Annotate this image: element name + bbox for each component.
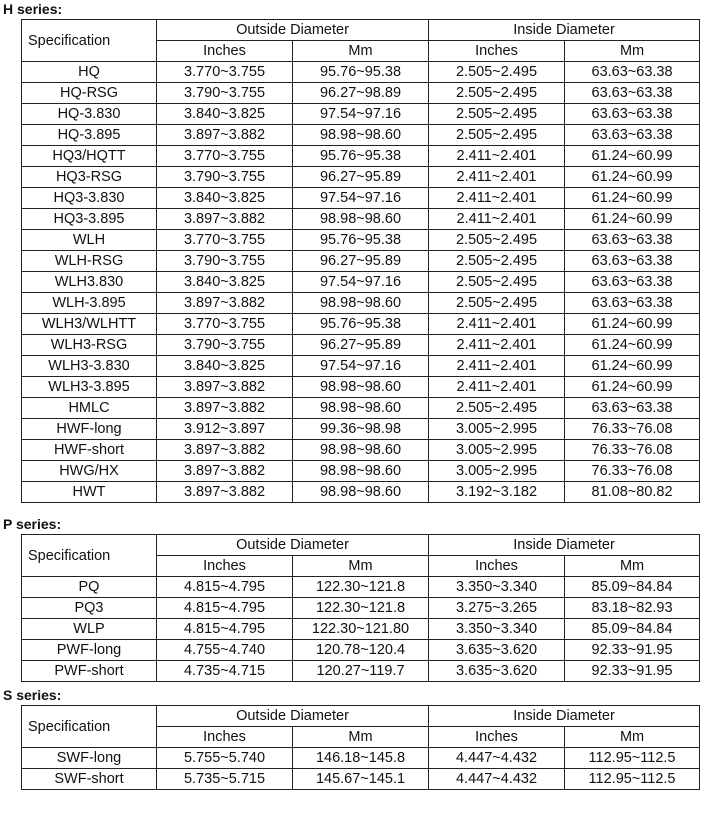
- outside-inches-cell: 3.840~3.825: [157, 272, 293, 293]
- outside-mm-header: Mm: [293, 41, 429, 62]
- inside-inches-cell: 3.635~3.620: [429, 661, 565, 682]
- table-row: [22, 419, 700, 440]
- inside-inches-cell: 3.275~3.265: [429, 598, 565, 619]
- inside-mm-cell: 63.63~63.38: [565, 83, 700, 104]
- outside-inches-cell: 3.790~3.755: [157, 251, 293, 272]
- inside-inches-cell: 4.447~4.432: [429, 769, 565, 790]
- table-row: [22, 482, 700, 503]
- inside-mm-cell: 81.08~80.82: [565, 482, 700, 503]
- spec-name-cell: HQ3-3.830: [22, 188, 157, 209]
- spec-name-cell: HMLC: [22, 398, 157, 419]
- outside-inches-cell: 3.840~3.825: [157, 356, 293, 377]
- table-row: [22, 293, 700, 314]
- table-row: [22, 461, 700, 482]
- outside-mm-cell: 95.76~95.38: [293, 314, 429, 335]
- outside-inches-cell: 3.770~3.755: [157, 314, 293, 335]
- header-row: [22, 706, 700, 727]
- outside-inches-cell: 3.912~3.897: [157, 419, 293, 440]
- inside-inches-cell: 2.505~2.495: [429, 398, 565, 419]
- inside-inches-cell: 2.411~2.401: [429, 146, 565, 167]
- table-row: [22, 167, 700, 188]
- outside-mm-cell: 122.30~121.8: [293, 577, 429, 598]
- spec-name-cell: PWF-short: [22, 661, 157, 682]
- spec-name-cell: WLH: [22, 230, 157, 251]
- outside-mm-cell: 145.67~145.1: [293, 769, 429, 790]
- outside-inches-cell: 3.897~3.882: [157, 482, 293, 503]
- table-row: [22, 577, 700, 598]
- outside-inches-cell: 4.815~4.795: [157, 598, 293, 619]
- table-row: [22, 62, 700, 83]
- spec-name-cell: WLH3-3.830: [22, 356, 157, 377]
- table-row: [22, 356, 700, 377]
- inside-inches-cell: 2.411~2.401: [429, 335, 565, 356]
- spec-name-cell: WLH-3.895: [22, 293, 157, 314]
- outside-diameter-header: Outside Diameter: [157, 535, 429, 556]
- inside-mm-cell: 83.18~82.93: [565, 598, 700, 619]
- outside-mm-cell: 96.27~98.89: [293, 83, 429, 104]
- inside-mm-cell: 63.63~63.38: [565, 125, 700, 146]
- table-row: [22, 440, 700, 461]
- outside-inches-cell: 3.790~3.755: [157, 83, 293, 104]
- spec-name-cell: HQ-RSG: [22, 83, 157, 104]
- inside-inches-cell: 3.005~2.995: [429, 461, 565, 482]
- outside-inches-cell: 3.897~3.882: [157, 293, 293, 314]
- spec-name-cell: HQ3/HQTT: [22, 146, 157, 167]
- section-title-p: P series:: [3, 516, 62, 532]
- spec-name-cell: HQ: [22, 62, 157, 83]
- outside-mm-cell: 98.98~98.60: [293, 377, 429, 398]
- inside-inches-header: Inches: [429, 556, 565, 577]
- inside-mm-cell: 112.95~112.5: [565, 769, 700, 790]
- inside-inches-cell: 2.505~2.495: [429, 230, 565, 251]
- inside-mm-cell: 61.24~60.99: [565, 146, 700, 167]
- header-row: [22, 535, 700, 556]
- outside-mm-cell: 95.76~95.38: [293, 146, 429, 167]
- spec-name-cell: WLP: [22, 619, 157, 640]
- outside-inches-header: Inches: [157, 41, 293, 62]
- inside-mm-cell: 63.63~63.38: [565, 293, 700, 314]
- outside-mm-cell: 98.98~98.60: [293, 461, 429, 482]
- outside-mm-cell: 98.98~98.60: [293, 440, 429, 461]
- outside-inches-cell: 3.897~3.882: [157, 461, 293, 482]
- inside-mm-cell: 63.63~63.38: [565, 272, 700, 293]
- outside-inches-header: Inches: [157, 727, 293, 748]
- inside-mm-cell: 61.24~60.99: [565, 377, 700, 398]
- inside-inches-cell: 2.411~2.401: [429, 314, 565, 335]
- inside-inches-cell: 3.350~3.340: [429, 619, 565, 640]
- inside-mm-cell: 112.95~112.5: [565, 748, 700, 769]
- inside-mm-cell: 92.33~91.95: [565, 661, 700, 682]
- table-row: [22, 104, 700, 125]
- inside-mm-cell: 76.33~76.08: [565, 419, 700, 440]
- inside-mm-cell: 61.24~60.99: [565, 167, 700, 188]
- table-row: [22, 769, 700, 790]
- inside-mm-cell: 76.33~76.08: [565, 461, 700, 482]
- outside-mm-cell: 146.18~145.8: [293, 748, 429, 769]
- table-row: [22, 146, 700, 167]
- outside-inches-cell: 5.755~5.740: [157, 748, 293, 769]
- inside-inches-cell: 2.411~2.401: [429, 377, 565, 398]
- table-row: [22, 314, 700, 335]
- table-row: [22, 125, 700, 146]
- inside-inches-cell: 2.411~2.401: [429, 167, 565, 188]
- outside-mm-cell: 120.27~119.7: [293, 661, 429, 682]
- outside-inches-cell: 3.770~3.755: [157, 62, 293, 83]
- spec-name-cell: HWG/HX: [22, 461, 157, 482]
- outside-mm-cell: 96.27~95.89: [293, 335, 429, 356]
- table-row: [22, 377, 700, 398]
- header-row: [22, 20, 700, 41]
- inside-mm-header: Mm: [565, 727, 700, 748]
- outside-mm-cell: 98.98~98.60: [293, 482, 429, 503]
- table-row: [22, 230, 700, 251]
- spec-name-cell: WLH3-3.895: [22, 377, 157, 398]
- outside-inches-cell: 4.735~4.715: [157, 661, 293, 682]
- outside-inches-header: Inches: [157, 556, 293, 577]
- inside-mm-cell: 61.24~60.99: [565, 209, 700, 230]
- inside-inches-cell: 2.505~2.495: [429, 104, 565, 125]
- spec-name-cell: HQ-3.830: [22, 104, 157, 125]
- spec-name-cell: PQ3: [22, 598, 157, 619]
- outside-mm-cell: 98.98~98.60: [293, 125, 429, 146]
- inside-mm-cell: 61.24~60.99: [565, 314, 700, 335]
- inside-mm-cell: 76.33~76.08: [565, 440, 700, 461]
- outside-mm-cell: 99.36~98.98: [293, 419, 429, 440]
- inside-inches-cell: 3.635~3.620: [429, 640, 565, 661]
- outside-mm-cell: 98.98~98.60: [293, 398, 429, 419]
- outside-inches-cell: 4.815~4.795: [157, 619, 293, 640]
- outside-mm-cell: 98.98~98.60: [293, 209, 429, 230]
- outside-diameter-header: Outside Diameter: [157, 20, 429, 41]
- table-row: [22, 398, 700, 419]
- inside-inches-cell: 2.411~2.401: [429, 188, 565, 209]
- outside-inches-cell: 3.897~3.882: [157, 377, 293, 398]
- outside-inches-cell: 3.897~3.882: [157, 125, 293, 146]
- section-title-s: S series:: [3, 687, 62, 703]
- outside-inches-cell: 3.770~3.755: [157, 230, 293, 251]
- inside-mm-header: Mm: [565, 556, 700, 577]
- inside-diameter-header: Inside Diameter: [429, 535, 700, 556]
- specification-header: Specification: [22, 706, 157, 748]
- outside-inches-cell: 5.735~5.715: [157, 769, 293, 790]
- inside-mm-cell: 63.63~63.38: [565, 62, 700, 83]
- table-row: [22, 598, 700, 619]
- outside-inches-cell: 3.790~3.755: [157, 167, 293, 188]
- inside-inches-cell: 2.505~2.495: [429, 293, 565, 314]
- inside-inches-cell: 2.505~2.495: [429, 62, 565, 83]
- spec-name-cell: HQ3-3.895: [22, 209, 157, 230]
- outside-inches-cell: 4.815~4.795: [157, 577, 293, 598]
- inside-diameter-header: Inside Diameter: [429, 706, 700, 727]
- spec-name-cell: HQ3-RSG: [22, 167, 157, 188]
- inside-mm-cell: 61.24~60.99: [565, 356, 700, 377]
- table-row: [22, 272, 700, 293]
- inside-inches-cell: 3.192~3.182: [429, 482, 565, 503]
- inside-mm-header: Mm: [565, 41, 700, 62]
- table-row: [22, 209, 700, 230]
- outside-mm-cell: 96.27~95.89: [293, 167, 429, 188]
- spec-name-cell: WLH3.830: [22, 272, 157, 293]
- inside-inches-cell: 3.005~2.995: [429, 440, 565, 461]
- inside-inches-cell: 3.005~2.995: [429, 419, 565, 440]
- inside-mm-cell: 63.63~63.38: [565, 230, 700, 251]
- section-title-h: H series:: [3, 1, 63, 17]
- table-row: [22, 619, 700, 640]
- inside-inches-cell: 3.350~3.340: [429, 577, 565, 598]
- inside-mm-cell: 85.09~84.84: [565, 619, 700, 640]
- outside-mm-cell: 98.98~98.60: [293, 293, 429, 314]
- spec-table-p: [21, 534, 700, 682]
- outside-inches-cell: 4.755~4.740: [157, 640, 293, 661]
- spec-name-cell: WLH3-RSG: [22, 335, 157, 356]
- specification-header: Specification: [22, 20, 157, 62]
- outside-mm-cell: 95.76~95.38: [293, 230, 429, 251]
- inside-inches-header: Inches: [429, 727, 565, 748]
- outside-inches-cell: 3.897~3.882: [157, 440, 293, 461]
- outside-mm-cell: 97.54~97.16: [293, 188, 429, 209]
- inside-diameter-header: Inside Diameter: [429, 20, 700, 41]
- table-row: [22, 748, 700, 769]
- inside-mm-cell: 61.24~60.99: [565, 335, 700, 356]
- inside-mm-cell: 85.09~84.84: [565, 577, 700, 598]
- outside-mm-cell: 122.30~121.80: [293, 619, 429, 640]
- outside-mm-header: Mm: [293, 556, 429, 577]
- outside-inches-cell: 3.897~3.882: [157, 209, 293, 230]
- table-row: [22, 83, 700, 104]
- spec-name-cell: PWF-long: [22, 640, 157, 661]
- table-row: [22, 188, 700, 209]
- inside-mm-cell: 63.63~63.38: [565, 251, 700, 272]
- spec-name-cell: HQ-3.895: [22, 125, 157, 146]
- specification-header: Specification: [22, 535, 157, 577]
- outside-mm-header: Mm: [293, 727, 429, 748]
- spec-name-cell: HWF-short: [22, 440, 157, 461]
- spec-name-cell: PQ: [22, 577, 157, 598]
- spec-name-cell: HWT: [22, 482, 157, 503]
- outside-diameter-header: Outside Diameter: [157, 706, 429, 727]
- spec-name-cell: SWF-short: [22, 769, 157, 790]
- outside-mm-cell: 97.54~97.16: [293, 356, 429, 377]
- spec-name-cell: SWF-long: [22, 748, 157, 769]
- inside-inches-cell: 2.411~2.401: [429, 209, 565, 230]
- spec-name-cell: HWF-long: [22, 419, 157, 440]
- outside-inches-cell: 3.840~3.825: [157, 104, 293, 125]
- inside-inches-cell: 2.505~2.495: [429, 83, 565, 104]
- outside-mm-cell: 96.27~95.89: [293, 251, 429, 272]
- inside-mm-cell: 92.33~91.95: [565, 640, 700, 661]
- inside-inches-cell: 2.505~2.495: [429, 272, 565, 293]
- spec-name-cell: WLH-RSG: [22, 251, 157, 272]
- outside-mm-cell: 97.54~97.16: [293, 104, 429, 125]
- outside-mm-cell: 122.30~121.8: [293, 598, 429, 619]
- spec-name-cell: WLH3/WLHTT: [22, 314, 157, 335]
- inside-mm-cell: 61.24~60.99: [565, 188, 700, 209]
- inside-mm-cell: 63.63~63.38: [565, 398, 700, 419]
- outside-inches-cell: 3.897~3.882: [157, 398, 293, 419]
- inside-inches-cell: 2.505~2.495: [429, 251, 565, 272]
- outside-inches-cell: 3.790~3.755: [157, 335, 293, 356]
- spec-table-s: [21, 705, 700, 790]
- outside-mm-cell: 120.78~120.4: [293, 640, 429, 661]
- inside-inches-header: Inches: [429, 41, 565, 62]
- table-row: [22, 251, 700, 272]
- inside-inches-cell: 2.411~2.401: [429, 356, 565, 377]
- inside-mm-cell: 63.63~63.38: [565, 104, 700, 125]
- outside-mm-cell: 95.76~95.38: [293, 62, 429, 83]
- table-row: [22, 335, 700, 356]
- outside-inches-cell: 3.840~3.825: [157, 188, 293, 209]
- inside-inches-cell: 2.505~2.495: [429, 125, 565, 146]
- table-row: [22, 661, 700, 682]
- table-row: [22, 640, 700, 661]
- outside-mm-cell: 97.54~97.16: [293, 272, 429, 293]
- inside-inches-cell: 4.447~4.432: [429, 748, 565, 769]
- outside-inches-cell: 3.770~3.755: [157, 146, 293, 167]
- spec-table-h: [21, 19, 700, 503]
